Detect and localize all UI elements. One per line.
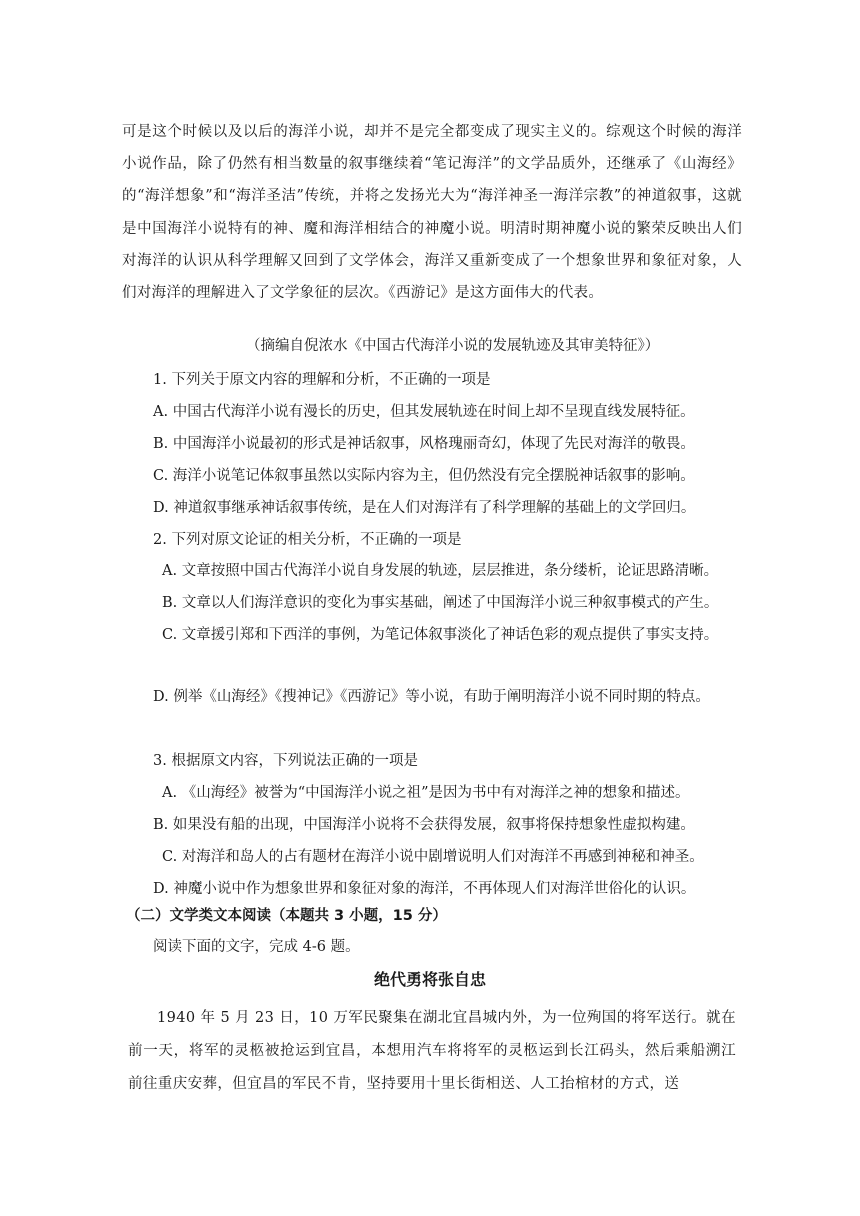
question-2-option-b: B. 文章以人们海洋意识的变化为事实基础，阐述了中国海洋小说三种叙事模式的产生。 [162, 595, 719, 611]
question-1-option-c: C. 海洋小说笔记体叙事虽然以实际内容为主，但仍然没有完全摆脱神话叙事的影响。 [153, 468, 695, 484]
section-lead: 阅读下面的文字，完成 4-6 题。 [153, 939, 360, 955]
question-3-option-c: C. 对海洋和岛人的占有题材在海洋小说中剧增说明人们对海洋不再感到神秘和神圣。 [162, 849, 704, 865]
question-3-option-b: B. 如果没有船的出现，中国海洋小说将不会获得发展，叙事将保持想象性虚拟构建。 [153, 817, 695, 833]
question-2-option-d: D. 例举《山海经》《搜神记》《西游记》等小说，有助于阐明海洋小说不同时期的特点。 [153, 689, 710, 705]
question-2-stem: 2. 下列对原文论证的相关分析，不正确的一项是 [153, 532, 462, 548]
question-1-option-a: A. 中国古代海洋小说有漫长的历史，但其发展轨迹在时间上却不呈现直线发展特征。 [153, 404, 695, 420]
story-paragraph: 1940 年 5 月 23 日，10 万军民聚集在湖北宜昌城内外，为一位殉国的将军送行。就在前一天，将军的灵柩被抢运到宜昌，本想用汽车将将军的灵柩运到长江码头，然后乘船溯江前往重庆安葬，但宜昌的军民不肯，坚持要用十里长街相送、人工抬棺材的方式，送 [128, 1010, 736, 1092]
story-title: 绝代勇将张自忠 [373, 970, 486, 989]
question-3-option-a: A. 《山海经》被誉为“中国海洋小说之祖”是因为书中有对海洋之神的想象和描述。 [162, 785, 690, 801]
section-heading: （二）文学类文本阅读（本题共 3 小题，15 分） [126, 908, 447, 924]
question-3-option-d: D. 神魔小说中作为想象世界和象征对象的海洋，不再体现人们对海洋世俗化的认识。 [153, 881, 696, 897]
question-2-option-a: A. 文章按照中国古代海洋小说自身发展的轨迹，层层推进，条分缕析，论证思路清晰。 [162, 563, 719, 579]
intro-paragraph: 可是这个时候以及以后的海洋小说，却并不是完全都变成了现实主义的。综观这个时候的海洋小说作品，除了仍然有相当数量的叙事继续着“笔记海洋”的文学品质外，还继承了《山海经》的“海洋想象”和“海洋圣洁”传统，并将之发扬光大为“海洋神圣一海洋宗教”的神道叙事，这就是中国海洋小说特有的神、魔和海洋相结合的神魔小说。明清时期神魔小说的繁荣反映出人们对海洋的认识从科学理解又回到了文学体会，海洋又重新变成了一个想象世界和象征对象，人们对海洋的理解进入了文学象征的层次。《西游记》是这方面伟大的代表。 [122, 124, 742, 302]
question-1-option-d: D. 神道叙事继承神话叙事传统，是在人们对海洋有了科学理解的基础上的文学回归。 [153, 500, 696, 516]
source-note: （摘编自倪浓水《中国古代海洋小说的发展轨迹及其审美特征》） [246, 338, 660, 354]
question-1-stem: 1. 下列关于原文内容的理解和分析，不正确的一项是 [153, 372, 491, 388]
question-2-option-c: C. 文章援引郑和下西洋的事例，为笔记体叙事淡化了神话色彩的观点提供了事实支持。 [162, 627, 719, 643]
question-3-stem: 3. 根据原文内容，下列说法正确的一项是 [153, 753, 418, 769]
question-1-option-b: B. 中国海洋小说最初的形式是神话叙事，风格瑰丽奇幻，体现了先民对海洋的敬畏。 [153, 436, 695, 452]
